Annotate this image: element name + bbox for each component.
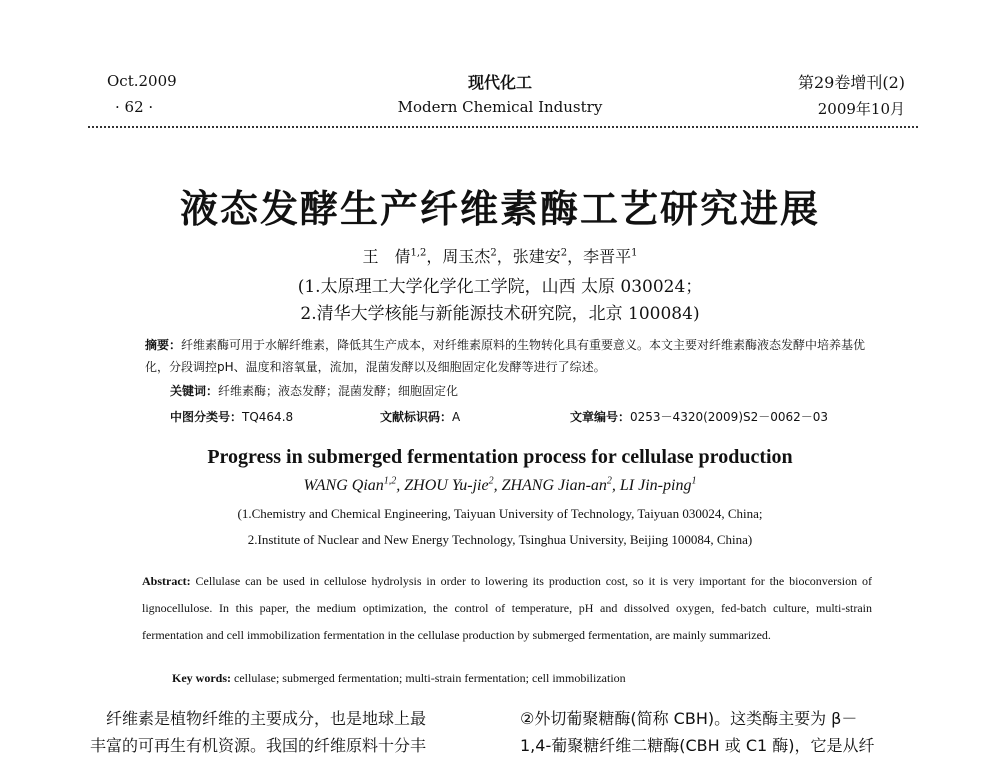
abstract-cn (145, 334, 870, 378)
body-right-line-2: 1,4-葡聚糖纤维二糖酶(CBH 或 C1 酶)，它是从纤 (520, 736, 875, 755)
author-en-2: , ZHOU Yu-jie (396, 477, 489, 494)
header-page-number: · 62 · (115, 98, 154, 116)
paper-title-cn: 液态发酵生产纤维素酶工艺研究进展 (179, 187, 820, 231)
body-right-line-1: ②外切葡聚糖酶(简称 CBH)。这类酶主要为 β－ (520, 709, 858, 728)
body-left-line-2: 丰富的可再生有机资源。我国的纤维原料十分丰 (90, 736, 427, 755)
author-cn-2: ，周玉杰 (426, 247, 491, 266)
affiliation-en-1: (1.Chemistry and Chemical Engineering, Taiyuan University of Technology, Taiyuan 030024, China; (237, 506, 763, 521)
author-en-2-affil: 2 (488, 475, 494, 487)
keywords-en-text: cellulase; submerged fermentation; multi-strain fermentation; cell immobilization (231, 671, 626, 685)
abstract-cn-text: 纤维素酶可用于水解纤维素，降低其生产成本，对纤维素原料的生物转化具有重要意义。本文主要对纤维素酶液态发酵中培养基优化，分段调控pH、温度和溶氧量，流加，混菌发酵以及细胞固定化发酵等进行了综述。 (145, 338, 866, 374)
abstract-en-label: Abstract: (142, 574, 191, 588)
document-code (380, 408, 460, 425)
author-en-4: , LI Jin-ping (611, 477, 692, 494)
paper-title-en: Progress in submerged fermentation process for cellulase production (207, 446, 793, 468)
keywords-en-label: Key words: (172, 671, 231, 685)
clc-value: TQ464.8 (242, 410, 294, 424)
header-volume: 第29卷增刊(2) (797, 73, 905, 92)
authors-cn (0, 244, 1000, 267)
author-cn-4-affil: 1 (631, 247, 638, 259)
affiliation-cn-2: 2.清华大学核能与新能源技术研究院，北京 100084) (300, 304, 700, 324)
header-date: Oct.2009 (107, 72, 177, 90)
author-cn-3: ，张建安 (496, 247, 561, 266)
header-journal-cn: 现代化工 (467, 73, 532, 92)
keywords-en (172, 671, 626, 686)
author-cn-4: ，李晋平 (567, 247, 632, 266)
article-number-label: 文章编号： (570, 410, 631, 424)
keywords-cn-label: 关键词： (170, 384, 219, 398)
header-divider (88, 126, 918, 128)
doc-code-label: 文献标识码： (380, 410, 453, 424)
author-en-3: , ZHANG Jian-an (493, 477, 607, 494)
body-left-line-1: 纤维素是植物纤维的主要成分，也是地球上最 (90, 709, 427, 728)
author-en-1: WANG Qian (303, 477, 384, 494)
doc-code-value: A (452, 410, 461, 424)
author-cn-1: 王 倩 (362, 247, 411, 266)
body-column-right (520, 705, 920, 759)
header-journal-en: Modern Chemical Industry (397, 98, 603, 116)
author-en-1-affil: 1,2 (383, 475, 397, 487)
author-cn-2-affil: 2 (490, 247, 497, 259)
author-cn-3-affil: 2 (560, 247, 568, 259)
keywords-cn-text: 纤维素酶；液态发酵；混菌发酵；细胞固定化 (218, 384, 459, 398)
article-number-value: 0253－4320(2009)S2－0062－03 (630, 410, 829, 424)
keywords-cn (170, 382, 458, 399)
header-issue-date: 2009年10月 (817, 100, 905, 118)
affiliation-cn-1: (1.太原理工大学化学化工学院，山西 太原 030024； (297, 277, 703, 297)
abstract-en (142, 568, 872, 649)
authors-en (0, 477, 1000, 495)
author-en-4-affil: 1 (691, 475, 697, 487)
abstract-en-text: Cellulase can be used in cellulose hydrolysis in order to lowering its production cost, so it is very important for the bioconversion of lignocellulose. In this paper, the medium optimization, the control of temperature, pH and dissolved oxygen, fed-batch culture, multi-strain fermentation and cell immobilization fermentation in the cellulase production by submerged fermentation, are mainly summarized. (142, 574, 872, 642)
author-en-3-affil: 2 (606, 475, 612, 487)
article-number (570, 408, 828, 425)
author-cn-1-affil: 1,2 (410, 247, 427, 259)
affiliation-en-2: 2.Institute of Nuclear and New Energy Technology, Tsinghua University, Beijing 100084, China) (247, 532, 753, 547)
body-column-left (90, 705, 495, 759)
abstract-cn-label: 摘要： (145, 338, 182, 352)
clc-label: 中图分类号： (170, 410, 243, 424)
clc-number (170, 408, 293, 425)
